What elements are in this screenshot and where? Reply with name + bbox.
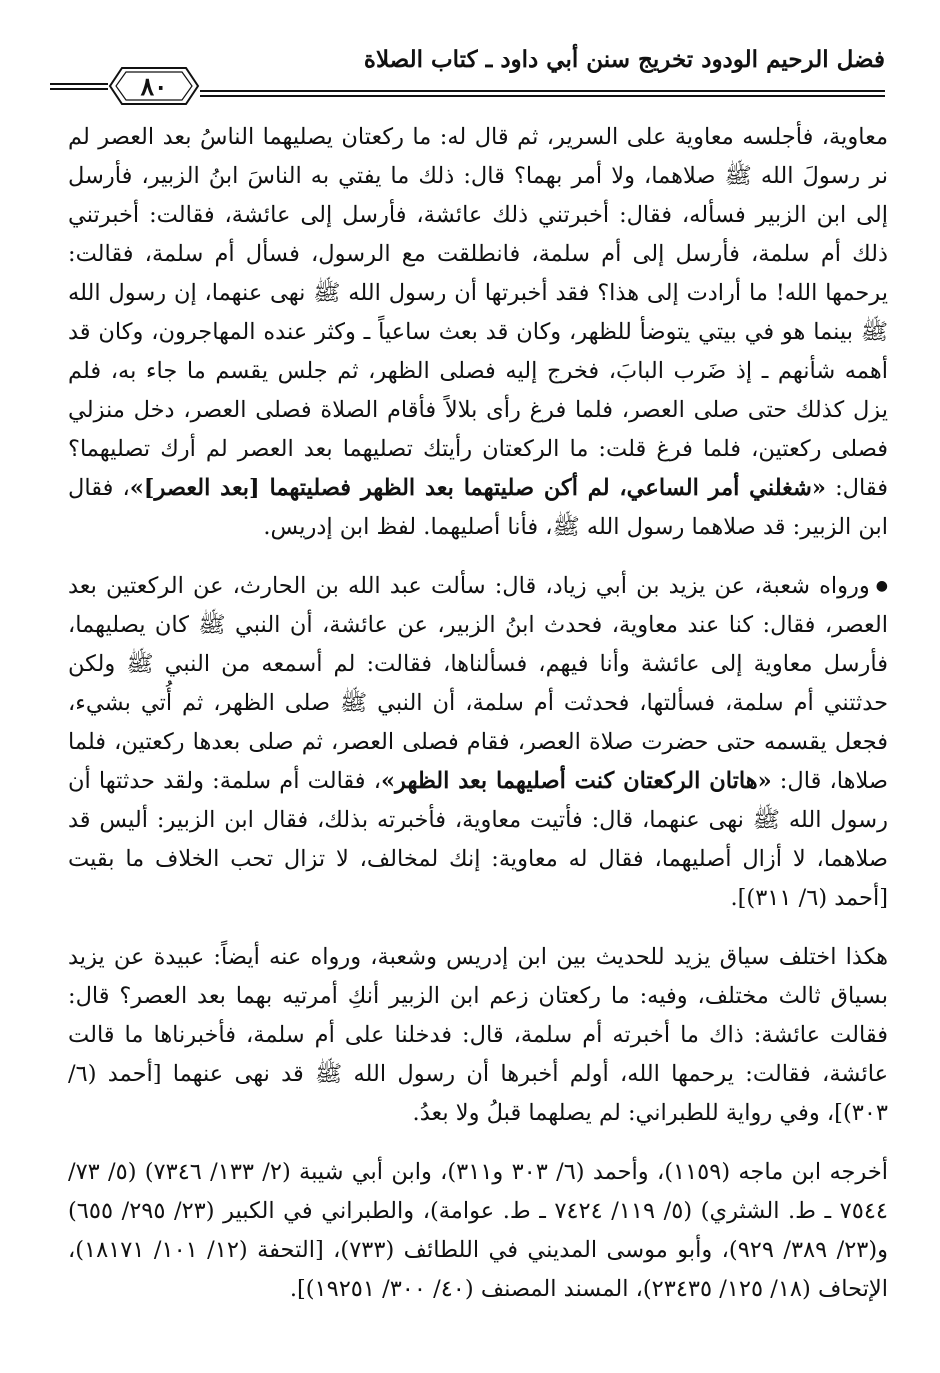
- running-header: [50, 38, 885, 118]
- paragraph-4-references: [68, 1153, 888, 1309]
- paragraph-3: [68, 938, 888, 1133]
- body-text: [68, 118, 888, 1309]
- page-number: ٨٠: [140, 72, 168, 101]
- bullet-icon: ●: [875, 578, 888, 594]
- text-run: ، فقالت أم سلمة: ولقد حدثتها أن رسول الله ﷺ نهى عنهما، قال: فأتيت معاوية، فأخبرته بذلك، فقال ابن الزبير: أليس قد صلاهما، لا أزال أصليهما، فقال له معاوية: إنك لمخالف، لا تزال تحب الخلاف ما بقيت [أحمد (٦/ ٣١١)].: [68, 768, 888, 911]
- header-rule-left-2: [50, 88, 108, 90]
- header-rule-left: [50, 83, 108, 85]
- text-run: هكذا اختلف سياق يزيد للحديث بين ابن إدريس وشعبة، ورواه عنه أيضاً: عبيدة عن يزيد بسياق ثالث مختلف، وفيه: ما ركعتان زعم ابن الزبير أنكِ أمرتيه بهما بعد العصر؟ قال: فقالت عائشة: ذاك ما أخبرته أم سلمة، قال: فدخلنا على أم سلمة، فأخبرناها ما قالت عائشة، فقالت: يرحمها الله، أولم أخبرها أن رسول الله ﷺ قد نهى عنهما [أحمد (٦/ ٣٠٣)]، وفي رواية للطبراني: لم يصلهما قبلُ ولا بعدُ.: [68, 944, 888, 1126]
- text-run: ورواه شعبة، عن يزيد بن أبي زياد، قال: سألت عبد الله بن الحارث، عن الركعتين بعد العصر، فقال: كنا عند معاوية، فحدث ابنُ الزبير، عن عائشة، أن النبي ﷺ كان يصليهما، فأرسل معاوية إلى عائشة وأنا فيهم، فسألناها، فقالت: لم أسمعه من النبي ﷺ ولكن حدثتني أم سلمة، فسألتها، فحدثت أم سلمة، أن النبي ﷺ صلى الظهر، ثم أُتي بشيء، فجعل يقسمه حتى حضرت صلاة العصر، فقام فصلى العصر، ثم صلى بعدها ركعتين، فلما صلاها، قال:: [68, 573, 889, 794]
- page-number-badge: [108, 66, 200, 106]
- header-title: فضل الرحيم الودود تخريج سنن أبي داود ـ كتاب الصلاة: [363, 46, 885, 73]
- header-rule-main: [200, 90, 885, 92]
- bold-quote: «هاتان الركعتان كنت أصليهما بعد الظهر»: [380, 768, 772, 794]
- paragraph-1: [68, 118, 888, 547]
- text-run: أخرجه ابن ماجه (١١٥٩)، وأحمد (٦/ ٣٠٣ و٣١١)، وابن أبي شيبة (٢/ ١٣٣/ ٧٣٤٦) (٥/ ٧٣/ ٧٥٤٤ ـ ط. الشثري) (٥/ ١١٩/ ٧٤٢٤ ـ ط. عوامة)، والطبراني في الكبير (٢٣/ ٢٩٥/ ٦٥٥) و(٢٣/ ٣٨٩/ ٩٢٩)، وأبو موسى المديني في اللطائف (٧٣٣)، [التحفة (١٢/ ١٠١/ ١٨١٧١)، الإتحاف (١٨/ ١٢٥/ ٢٣٤٣٥)، المسند المصنف (٤٠/ ٣٠٠/ ١٩٢٥١)].: [68, 1159, 889, 1302]
- bold-quote: «شغلني أمر الساعي، لم أكن صليتهما بعد الظهر فصليتهما [بعد العصر]»: [129, 475, 826, 501]
- text-run: معاوية، فأجلسه معاوية على السرير، ثم قال له: ما ركعتان يصليهما الناسُ بعد العصر لم نر رسولَ الله ﷺ صلاهما، ولا أمر بهما؟ قال: ذلك ما يفتي به الناسَ ابنُ الزبير، فأرسل إلى ابن الزبير فسأله، فقال: أخبرتني ذلك عائشة، فأرسل إلى عائشة، فقالت: أخبرتني ذلك أم سلمة، فأرسل إلى أم سلمة، فانطلقت مع الرسول، فسأل أم سلمة، فقالت: يرحمها الله! ما أرادت إلى هذا؟ فقد أخبرتها أن رسول الله ﷺ نهى عنهما، إن رسول الله ﷺ بينما هو في بيتي يتوضأ للظهر، وكان قد بعث ساعياً ـ وكثر عنده المهاجرون، وكان قد أهمه شأنهم ـ إذ ضَرب البابَ، فخرج إليه فصلى الظهر، ثم جلس يقسم ما جاء به، فلم يزل كذلك حتى صلى العصر، فلما فرغ رأى بلالاً فأقام الصلاة فصلى العصر، دخل منزلي فصلى ركعتين، فلما فرغ قلت: ما الركعتان رأيتك تصليهما بعد العصر لم أرك تصليهما؟ فقال:: [68, 124, 888, 501]
- text-run: ، فقال ابن الزبير: قد صلاهما رسول الله ﷺ، فأنا أصليهما. لفظ ابن إدريس.: [68, 475, 888, 540]
- header-rule-main-2: [200, 95, 885, 97]
- paragraph-2: [68, 567, 888, 918]
